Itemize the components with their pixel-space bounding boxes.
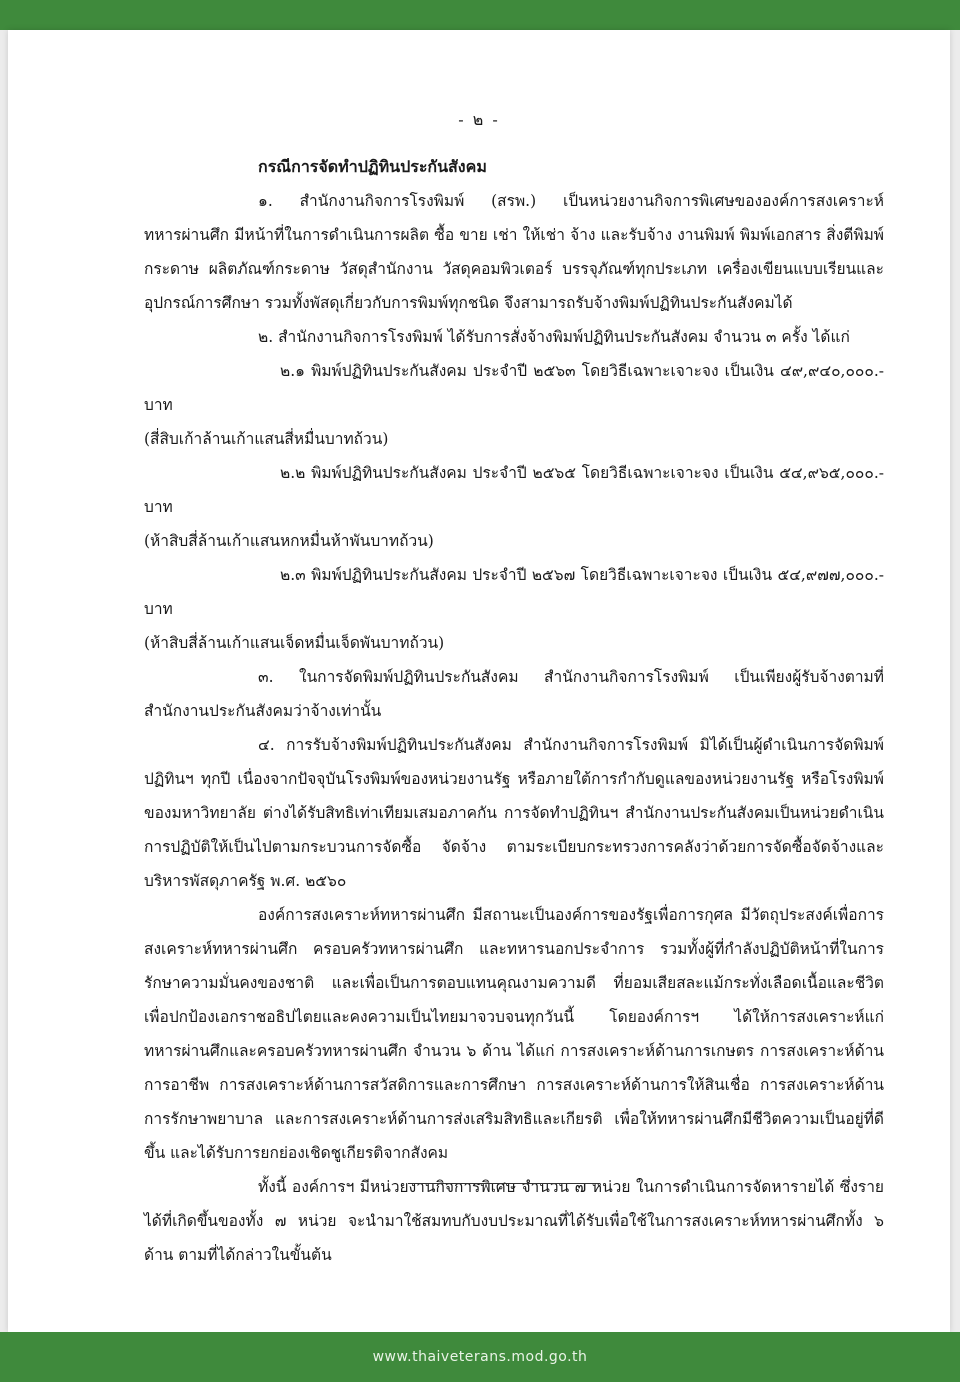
footer-url-link[interactable]: www.thaiveterans.mod.go.th — [372, 1349, 588, 1365]
item-2-1-amount-text: (สี่สิบเก้าล้านเก้าแสนสี่หมื่นบาทถ้วน) — [144, 430, 389, 448]
top-green-bar — [0, 0, 960, 30]
item-2-2-amount-text: (ห้าสิบสี่ล้านเก้าแสนหกหมื่นห้าพันบาทถ้วน) — [144, 532, 434, 550]
item-2-3-amount-text: (ห้าสิบสี่ล้านเก้าแสนเจ็ดหมื่นเจ็ดพันบาทถ้วน) — [144, 634, 445, 652]
document-page — [8, 30, 950, 1332]
closing-divider-line — [408, 1183, 600, 1184]
item-2-1: ๒.๑ พิมพ์ปฏิทินประกันสังคม ประจำปี ๒๕๖๓ โดยวิธีเฉพาะเจาะจง เป็นเงิน ๔๙,๙๔๐,๐๐๐.- บาท — [144, 362, 884, 414]
document-heading: กรณีการจัดทำปฏิทินประกันสังคม — [258, 157, 487, 176]
footer-bar — [0, 1332, 960, 1382]
item-2-3: ๒.๓ พิมพ์ปฏิทินประกันสังคม ประจำปี ๒๕๖๗ โดยวิธีเฉพาะเจาะจง เป็นเงิน ๕๔,๙๗๗,๐๐๐.- บาท — [144, 566, 884, 618]
paragraph-2: ๒. สำนักงานกิจการโรงพิมพ์ ได้รับการสั่งจ้างพิมพ์ปฏิทินประกันสังคม จำนวน ๓ ครั้ง ได้แก่ — [258, 328, 850, 346]
page-number: - ๒ - — [458, 110, 500, 129]
paragraph-5: องค์การสงเคราะห์ทหารผ่านศึก มีสถานะเป็นองค์การของรัฐเพื่อการกุศล มีวัตถุประสงค์เพื่อการสงเคราะห์ทหารผ่านศึก ครอบครัวทหารผ่านศึก และทหารนอกประจำการ รวมทั้งผู้ที่กำลังปฏิบัติหน้าที่ในการรักษาความมั่นคงของชาติ และเพื่อเป็นการตอบแทนคุณงามความดี ที่ยอมเสียสละแม้กระทั่งเลือดเนื้อและชีวิต เพื่อปกป้องเอกราชอธิปไตยและคงความเป็นไทยมาจวบจนทุกวันนี้ โดยองค์การฯ ได้ให้การสงเคราะห์แก่ทหารผ่านศึกและครอบครัวทหารผ่านศึก จำนวน ๖ ด้าน ได้แก่ การสงเคราะห์ด้านการเกษตร การสงเคราะห์ด้านการอาชีพ การสงเคราะห์ด้านการสวัสดิการและการศึกษา การสงเคราะห์ด้านการให้สินเชื่อ การสงเคราะห์ด้านการรักษาพยาบาล และการสงเคราะห์ด้านการส่งเสริมสิทธิและเกียรติ เพื่อให้ทหารผ่านศึกมีชีวิตความเป็นอยู่ที่ดีขึ้น และได้รับการยกย่องเชิดชูเกียรติจากสังคม — [144, 906, 884, 1162]
document-body — [144, 150, 884, 1272]
item-2-2: ๒.๒ พิมพ์ปฏิทินประกันสังคม ประจำปี ๒๕๖๕ โดยวิธีเฉพาะเจาะจง เป็นเงิน ๕๔,๙๖๕,๐๐๐.- บาท — [144, 464, 884, 516]
paragraph-1: ๑. สำนักงานกิจการโรงพิมพ์ (สรพ.) เป็นหน่วยงานกิจการพิเศษขององค์การสงเคราะห์ทหารผ่านศึก มีหน้าที่ในการดำเนินการผลิต ซื้อ ขาย เช่า ให้เช่า จ้าง และรับจ้าง งานพิมพ์ พิมพ์เอกสาร สิ่งตีพิมพ์ กระดาษ ผลิตภัณฑ์กระดาษ วัสดุสำนักงาน วัสดุคอมพิวเตอร์ บรรจุภัณฑ์ทุกประเภท เครื่องเขียนแบบเรียนและอุปกรณ์การศึกษา รวมทั้งพัสดุเกี่ยวกับการพิมพ์ทุกชนิด จึงสามารถรับจ้างพิมพ์ปฏิทินประกันสังคมได้ — [144, 192, 884, 312]
paragraph-6: ทั้งนี้ องค์การฯ มีหน่วยงานกิจการพิเศษ จำนวน ๗ หน่วย ในการดำเนินการจัดหารายได้ ซึ่งรายได้ที่เกิดขึ้นของทั้ง ๗ หน่วย จะนำมาใช้สมทบกับงบประมาณที่ได้รับเพื่อใช้ในการสงเคราะห์ทหารผ่านศึกทั้ง ๖ ด้าน ตามที่ได้กล่าวในขั้นต้น — [144, 1178, 884, 1264]
paragraph-3: ๓. ในการจัดพิมพ์ปฏิทินประกันสังคม สำนักงานกิจการโรงพิมพ์ เป็นเพียงผู้รับจ้างตามที่สำนักงานประกันสังคมว่าจ้างเท่านั้น — [144, 668, 884, 720]
paragraph-4: ๔. การรับจ้างพิมพ์ปฏิทินประกันสังคม สำนักงานกิจการโรงพิมพ์ มิได้เป็นผู้ดำเนินการจัดพิมพ์ปฏิทินฯ ทุกปี เนื่องจากปัจจุบันโรงพิมพ์ของหน่วยงานรัฐ หรือภายใต้การกำกับดูแลของหน่วยงานรัฐ หรือโรงพิมพ์ของมหาวิทยาลัย ต่างได้รับสิทธิเท่าเทียมเสมอภาคกัน การจัดทำปฏิทินฯ สำนักงานประกันสังคมเป็นหน่วยดำเนินการปฏิบัติให้เป็นไปตามกระบวนการจัดซื้อ จัดจ้าง ตามระเบียบกระทรวงการคลังว่าด้วยการจัดซื้อจัดจ้างและบริหารพัสดุภาครัฐ พ.ศ. ๒๕๖๐ — [144, 736, 884, 890]
